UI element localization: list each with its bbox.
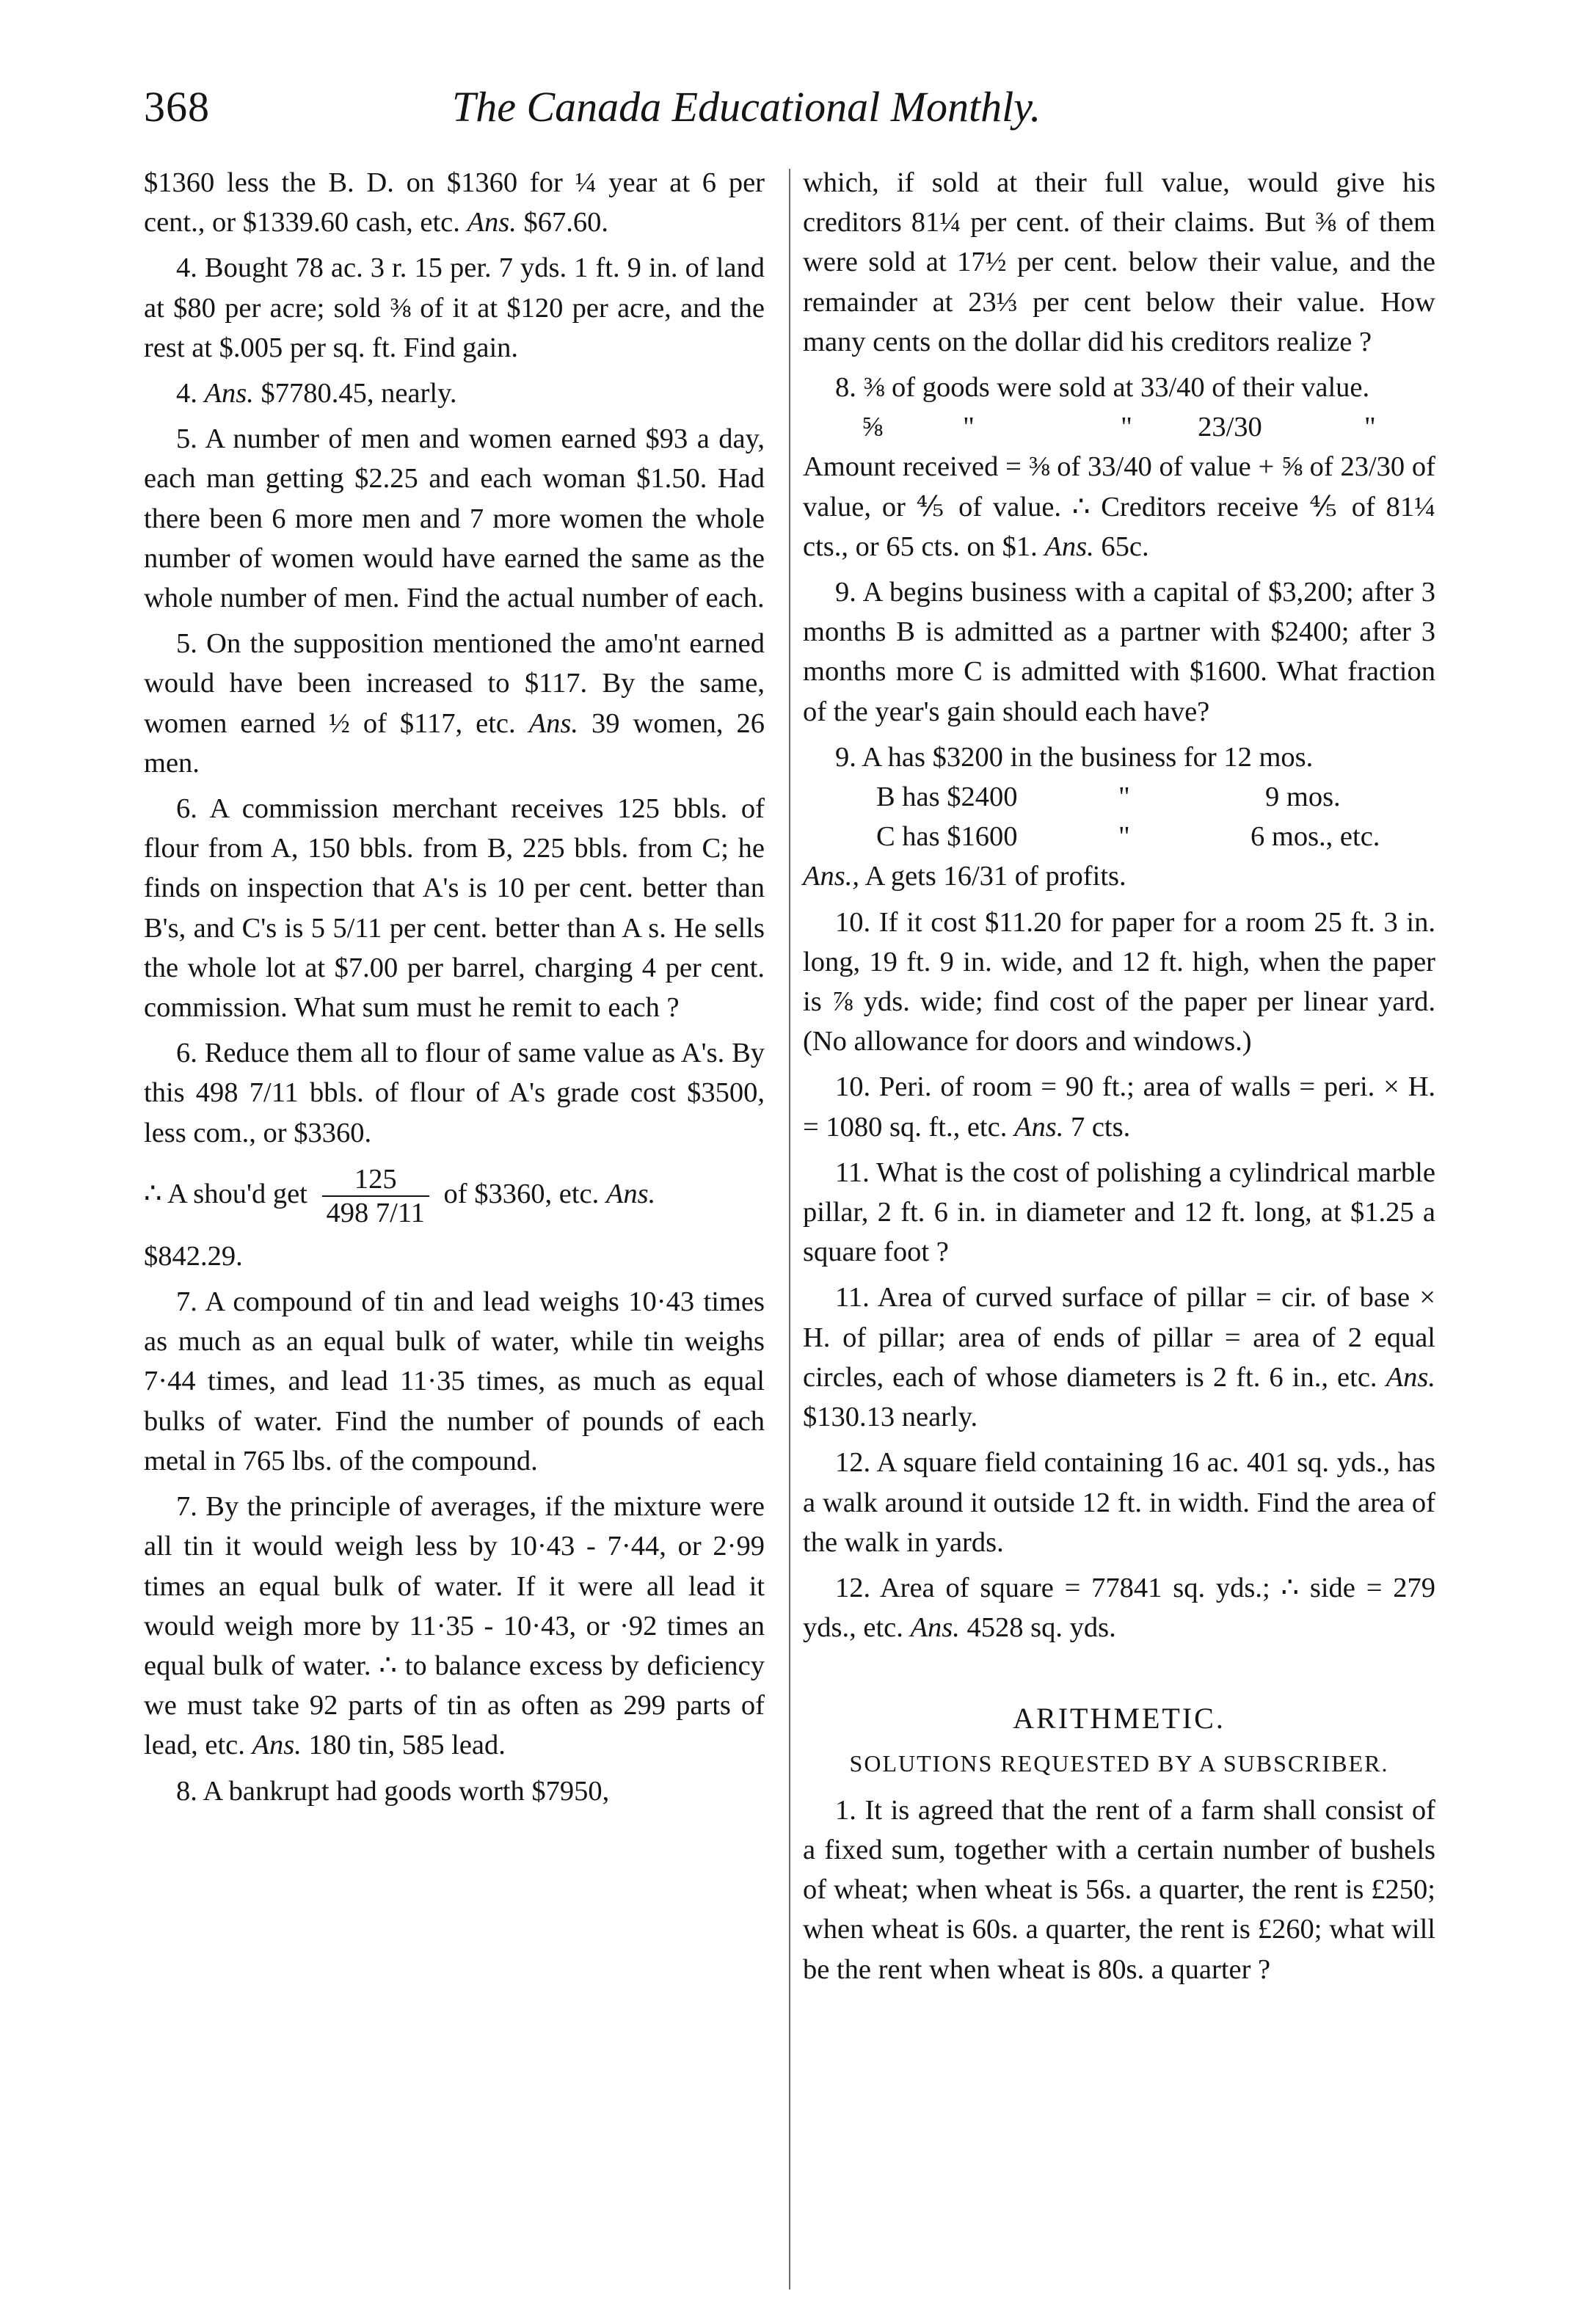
- answer-value: $67.60.: [523, 207, 608, 238]
- paragraph-text: 10. Peri. of room = 90 ft.; area of walls = peri. × H. = 1080 sq. ft., etc.: [803, 1071, 1435, 1143]
- left-column: [144, 163, 765, 1817]
- ditto-text: ⅝: [862, 412, 883, 443]
- paragraph: $842.29.: [144, 1240, 243, 1272]
- paragraph: 6. Reduce them all to flour of same value as A's. By this 498 7/11 bbls. of flour of A's grade cost $3500, less com., or $3360.: [144, 1038, 765, 1148]
- fraction-suffix: of $3360, etc.: [443, 1178, 600, 1209]
- right-column: [803, 163, 1435, 1995]
- fraction-prefix: ∴ A shou'd get: [144, 1178, 307, 1209]
- paragraph: 9. A begins business with a capital of $3,200; after 3 months B is admitted as a partner with $2400; after 3 months more C is admitted with $1600. What fraction of the year's gain should each have?: [803, 577, 1435, 727]
- paragraph: [144, 163, 765, 242]
- answer-label: Ans.: [1386, 1361, 1436, 1393]
- paragraph: [803, 1278, 1435, 1437]
- answer-value: $7780.45, nearly.: [261, 378, 457, 409]
- paragraph: 6. A commission merchant receives 125 bbls. of flour from A, 150 bbls. from B, 225 bbls. from C; he finds on inspection that A's is 10 per cent. better than B's, and C's is 5 5/11 per cent. better than A s. He sells the whole lot at $7.00 per barrel, charging 4 per cent. commission. What sum must he remit to each ?: [144, 793, 765, 1024]
- answer-value: 4528 sq. yds.: [966, 1612, 1116, 1644]
- answer-label: Ans.: [605, 1178, 656, 1209]
- answer-label: Ans.: [910, 1612, 960, 1644]
- problem-number: 4.: [176, 378, 197, 409]
- solution-line: [803, 856, 1435, 896]
- paragraph-text: 7. By the principle of averages, if the mixture were all tin it would weigh less by 10·43 - 7·44, or 2·99 times an equal bulk of water. If it were all lead it would weigh more by 11·35 - 10·43, or ·92 times an equal bulk of water. ∴ to balance excess by deficiency we must take 92 parts of tin as often as 299 parts of lead, etc.: [144, 1491, 765, 1761]
- paragraph: [803, 1568, 1435, 1647]
- paragraph: [144, 1487, 765, 1765]
- answer-value: 180 tin, 585 lead.: [308, 1730, 506, 1761]
- paragraph: [803, 1067, 1435, 1146]
- page-header: [144, 82, 1428, 148]
- ditto-mark: ": [1364, 412, 1376, 443]
- ditto-mark: ": [963, 412, 975, 443]
- duration-text: 6 mos., etc.: [1251, 821, 1380, 853]
- answer-label: Ans.: [204, 378, 254, 409]
- answer-value: 39 women, 26 men.: [144, 707, 765, 779]
- paragraph-text: Amount received = ⅜ of 33/40 of value + ⅝ of 23/30 of value, or ⅘ of value. ∴ Creditors receive ⅘ of 81¼ cts., or 65 cts. on $1.: [803, 451, 1435, 562]
- journal-title: The Canada Educational Monthly.: [452, 83, 1041, 131]
- paragraph: 12. A square field containing 16 ac. 401 sq. yds., has a walk around it outside 12 ft. in width. Find the area of the walk in yards.: [803, 1447, 1435, 1558]
- answer-label: Ans.,: [803, 861, 859, 892]
- ditto-fraction: 23/30: [1198, 412, 1262, 443]
- paragraph: 5. A number of men and women earned $93 a day, each man getting $2.25 and each woman $1.50. Had there been 6 more men and 7 more women the whole number of women would have earned the same as the whole number of men. Find the actual number of each.: [144, 423, 765, 614]
- answer-label: Ans.: [1044, 531, 1094, 562]
- ditto-mark: ": [1118, 782, 1130, 813]
- solution-line: 8. ⅜ of goods were sold at 33/40 of their value.: [835, 372, 1370, 404]
- solution-block: [803, 737, 1435, 897]
- paragraph-text: $1360 less the B. D. on $1360 for ¼ year at 6 per cent., or $1339.60 cash, etc.: [144, 167, 765, 238]
- paragraph-text: 11. Area of curved surface of pillar = cir. of base × H. of pillar; area of ends of pillar = area of 2 equal circles, each of whose diameters is 2 ft. 6 in., etc.: [803, 1282, 1435, 1393]
- answer-value: 7 cts.: [1070, 1111, 1131, 1143]
- answer-label: Ans.: [252, 1730, 302, 1761]
- paragraph-text: 5. On the supposition mentioned the amo'nt earned would have been increased to $117. By the same, women earned ½ of $117, etc.: [144, 628, 765, 739]
- solution-line: 9. A has $3200 in the business for 12 mos.: [835, 741, 1314, 773]
- paragraph: 4. Bought 78 ac. 3 r. 15 per. 7 yds. 1 ft. 9 in. of land at $80 per acre; sold ⅜ of it at $120 per acre, and the rest at $.005 per sq. ft. Find gain.: [144, 252, 765, 363]
- partner-text: B has $2400: [876, 782, 1018, 813]
- page-number: 368: [144, 83, 210, 131]
- solution-line: [803, 777, 1435, 817]
- paragraph: 10. If it cost $11.20 for paper for a room 25 ft. 3 in. long, 19 ft. 9 in. wide, and 12 ft. high, when the paper is ⅞ yds. wide; find cost of the paper per linear yard. (No allowance for doors and windows.): [803, 906, 1435, 1057]
- paragraph: 11. What is the cost of polishing a cylindrical marble pillar, 2 ft. 6 in. in diameter and 12 ft. long, at $1.25 a square foot ?: [803, 1156, 1435, 1268]
- paragraph: which, if sold at their full value, would give his creditors 81¼ per cent. of their claims. But ⅜ of them were sold at 17½ per cent. below their value, and the remainder at 23⅓ per cent below their value. How many cents on the dollar did his creditors realize ?: [803, 167, 1435, 357]
- solution-block: [803, 368, 1435, 567]
- section-subheading: SOLUTIONS REQUESTED BY A SUBSCRIBER.: [849, 1749, 1389, 1777]
- paragraph: 7. A compound of tin and lead weighs 10·43 times as much as an equal bulk of water, while tin weighs 7·44 times, and lead 11·35 times, as much as equal bulks of water. Find the number of pounds of each metal in 765 lbs. of the compound.: [144, 1286, 765, 1476]
- answer-value: 65c.: [1101, 531, 1149, 562]
- fraction-numerator: 125: [322, 1163, 429, 1197]
- ditto-mark: ": [1118, 821, 1130, 853]
- solution-line: [803, 407, 1435, 447]
- answer-label: Ans.: [528, 707, 578, 739]
- answer-label: Ans.: [1013, 1111, 1064, 1143]
- answer-value: $130.13 nearly.: [803, 1402, 978, 1433]
- fraction-paragraph: [144, 1163, 765, 1236]
- column-divider: [789, 169, 790, 2290]
- paragraph-text: 12. Area of square = 77841 sq. yds.; ∴ side = 279 yds., etc.: [803, 1572, 1435, 1644]
- ditto-mark: ": [1121, 412, 1132, 443]
- answer-value: A gets 16/31 of profits.: [864, 861, 1126, 892]
- paragraph: 8. A bankrupt had goods worth $7950,: [176, 1775, 610, 1807]
- paragraph: 1. It is agreed that the rent of a farm shall consist of a fixed sum, together with a certain number of bushels of wheat; when wheat is 56s. a quarter, the rent is £250; when wheat is 60s. a quarter, the rent is £260; what will be the rent when wheat is 80s. a quarter ?: [803, 1794, 1435, 1985]
- partner-text: C has $1600: [876, 821, 1018, 853]
- paragraph: [144, 624, 765, 783]
- section-heading: ARITHMETIC.: [1013, 1702, 1226, 1735]
- answer-label: Ans.: [467, 207, 517, 238]
- fraction-denominator: 498 7/11: [326, 1197, 425, 1228]
- duration-text: 9 mos.: [1265, 782, 1341, 813]
- fraction: [322, 1163, 429, 1229]
- solution-line: [803, 817, 1435, 856]
- paragraph: [144, 374, 765, 413]
